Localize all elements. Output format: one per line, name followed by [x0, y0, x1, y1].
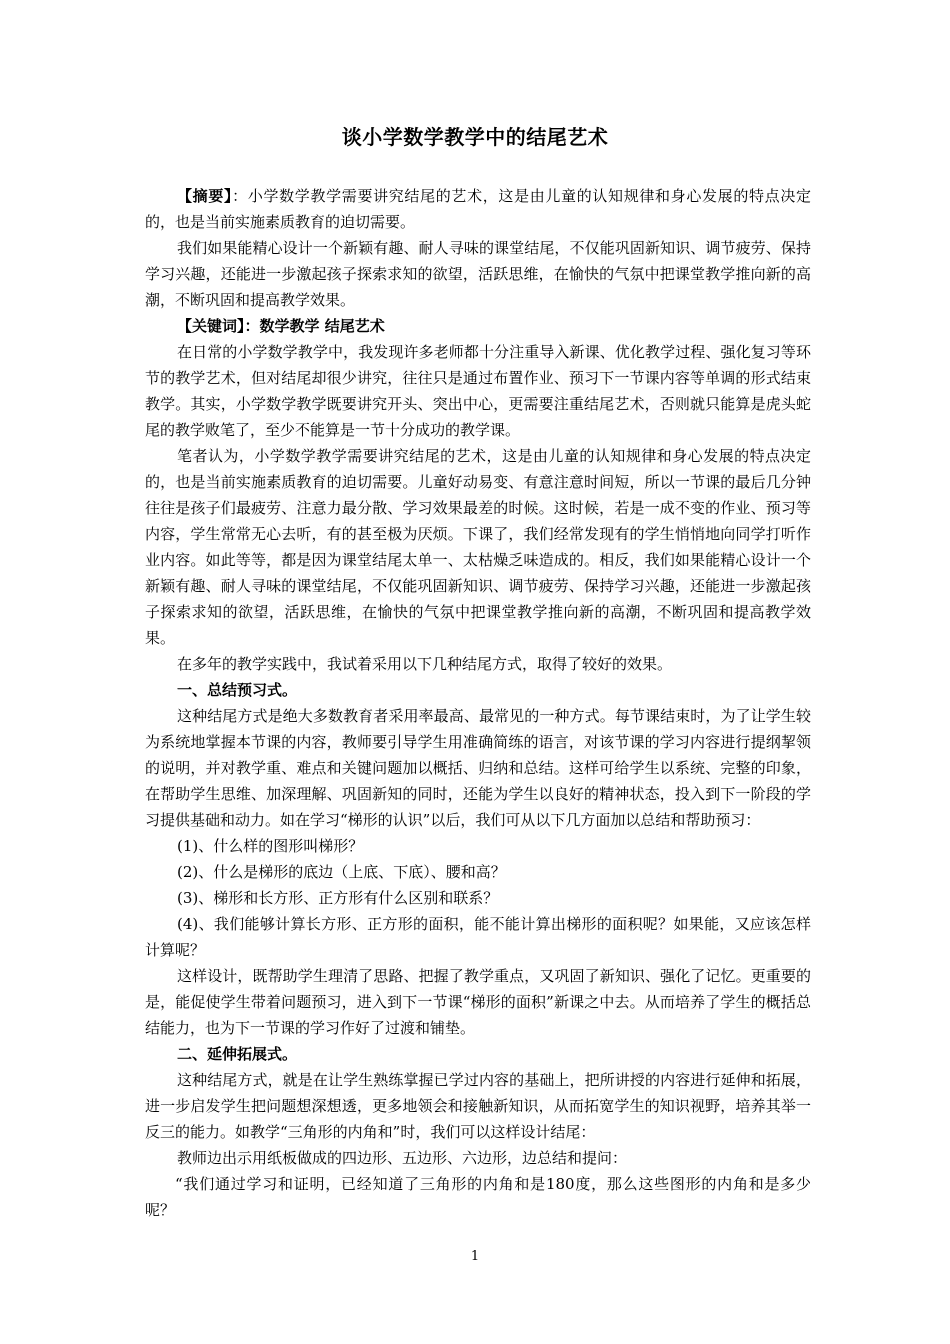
body-paragraph: 这样设计，既帮助学生理清了思路、把握了教学重点，又巩固了新知识、强化了记忆。更重要的是，能促使学生带着问题预习，进入到下一节课“梯形的面积”新课之中去。从而培养了学生的概括总结能力，也为下一节课的学习作好了过渡和铺垫。 [145, 967, 811, 1037]
section-heading: 一、总结预习式。 [177, 681, 298, 699]
question-item: (4)、我们能够计算长方形、正方形的面积，能不能计算出梯形的面积呢？如果能，又应该怎样计算呢？ [145, 915, 811, 959]
body-paragraph: 这种结尾方式是绝大多数教育者采用率最高、最常见的一种方式。每节课结束时，为了让学生较为系统地掌握本节课的内容，教师要引导学生用准确简练的语言，对该节课的学习内容进行提纲挈领的说明，并对教学重、难点和关键问题加以概括、归纳和总结。这样可给学生以系统、完整的印象，在帮助学生思维、加深理解、巩固新知的同时，还能为学生以良好的精神状态，投入到下一阶段的学习提供基础和动力。如在学习“梯形的认识”以后，我们可从以下几方面加以总结和帮助预习： [145, 707, 811, 829]
body-paragraph: 在日常的小学数学教学中，我发现许多老师都十分注重导入新课、优化教学过程、强化复习等环节的教学艺术，但对结尾却很少讲究，往往只是通过布置作业、预习下一节课内容等单调的形式结束教学。其实，小学数学教学既要讲究开头、突出中心，更需要注重结尾艺术，否则就只能算是虎头蛇尾的教学败笔了，至少不能算是一节十分成功的教学课。 [145, 343, 811, 439]
abstract-label: 【摘要】 [177, 187, 233, 205]
body-paragraph: 笔者认为，小学数学教学需要讲究结尾的艺术，这是由儿童的认知规律和身心发展的特点决定的，也是当前实施素质教育的迫切需要。儿童好动易变、有意注意时间短，所以一节课的最后几分钟往往是孩子们最疲劳、注意力最分散、学习效果最差的时候。这时候，若是一成不变的作业、预习等内容，学生常常无心去听，有的甚至极为厌烦。下课了，我们经常发现有的学生悄悄地向同学打听作业内容。如此等等，都是因为课堂结尾太单一、太枯燥乏味造成的。相反，我们如果能精心设计一个新颖有趣、耐人寻味的课堂结尾，不仅能巩固新知识、调节疲劳、保持学习兴趣，还能进一步激起孩子探索求知的欲望，活跃思维，在愉快的气氛中把课堂教学推向新的高潮，不断巩固和提高教学效果。 [145, 447, 811, 647]
question-item: (3)、梯形和长方形、正方形有什么区别和联系？ [177, 889, 499, 907]
page-number: 1 [470, 1249, 480, 1264]
document-body [145, 183, 811, 1223]
question-item: (2)、什么是梯形的底边（上底、下底）、腰和高？ [177, 863, 506, 881]
keywords-line: 【关键词】：数学教学 结尾艺术 [177, 317, 385, 335]
body-paragraph: 这种结尾方式，就是在让学生熟练掌握已学过内容的基础上，把所讲授的内容进行延伸和拓展，进一步启发学生把问题想深想透，更多地领会和接触新知识，从而拓宽学生的知识视野，培养其举一反三的能力。如教学“三角形的内角和”时，我们可以这样设计结尾： [145, 1071, 811, 1141]
body-paragraph: 教师边出示用纸板做成的四边形、五边形、六边形，边总结和提问： [177, 1149, 628, 1167]
body-paragraph: “我们通过学习和证明，已经知道了三角形的内角和是180度，那么这些图形的内角和是多少呢？ [145, 1175, 811, 1219]
abstract-paragraph [145, 183, 811, 235]
document-title: 谈小学数学教学中的结尾艺术 [341, 125, 609, 149]
question-item: (1)、什么样的图形叫梯形？ [177, 837, 364, 855]
body-paragraph: 在多年的教学实践中，我试着采用以下几种结尾方式，取得了较好的效果。 [177, 655, 673, 673]
section-heading: 二、延伸拓展式。 [177, 1045, 298, 1063]
abstract-text: ：小学数学教学需要讲究结尾的艺术，这是由儿童的认知规律和身心发展的特点决定的，也是当前实施素质教育的迫切需要。 [145, 187, 811, 231]
body-paragraph: 我们如果能精心设计一个新颖有趣、耐人寻味的课堂结尾，不仅能巩固新知识、调节疲劳、保持学习兴趣，还能进一步激起孩子探索求知的欲望，活跃思维，在愉快的气氛中把课堂教学推向新的高潮，不断巩固和提高教学效果。 [145, 239, 811, 309]
